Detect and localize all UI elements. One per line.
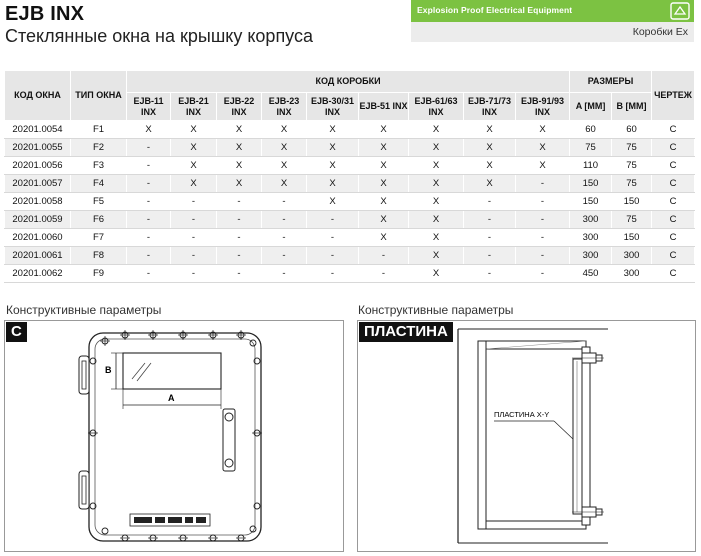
cell-type: F8 [71, 247, 127, 265]
cell-box-mark: - [307, 229, 359, 247]
cell-type: F7 [71, 229, 127, 247]
cell-box-mark: X [171, 157, 217, 175]
cell-box-mark: - [516, 265, 570, 283]
cell-box-mark: - [127, 229, 171, 247]
cell-box-mark: - [127, 193, 171, 211]
cell-box-mark: X [409, 229, 464, 247]
header-box-8: EJB-91/93 INX [516, 93, 570, 121]
cell-box-mark: - [171, 247, 217, 265]
cell-box-mark: X [464, 175, 516, 193]
cell-box-mark: - [171, 229, 217, 247]
cell-box-mark: - [262, 247, 307, 265]
cell-box-mark: - [127, 139, 171, 157]
cell-code: 20201.0055 [5, 139, 71, 157]
cell-box-mark: X [409, 193, 464, 211]
cell-box-mark: - [217, 265, 262, 283]
header-drawing: ЧЕРТЕЖ [652, 71, 695, 121]
cell-box-mark: - [127, 175, 171, 193]
cell-box-mark: X [409, 265, 464, 283]
plate-section-drawing [358, 321, 695, 551]
cell-type: F9 [71, 265, 127, 283]
table-row [5, 139, 695, 157]
brand-banner [411, 0, 694, 42]
cell-drawing: C [652, 211, 695, 229]
brand-bar [411, 0, 694, 22]
page-subtitle: Стеклянные окна на крышку корпуса [5, 26, 313, 46]
cell-box-mark: X [307, 121, 359, 139]
cell-size-a: 150 [570, 175, 612, 193]
cell-size-a: 110 [570, 157, 612, 175]
header-code: КОД ОКНА [5, 71, 71, 121]
cell-box-mark: - [262, 193, 307, 211]
cell-box-mark: X [217, 121, 262, 139]
cell-drawing: C [652, 265, 695, 283]
diagram-panel-plate [357, 320, 696, 552]
cell-box-mark: - [127, 211, 171, 229]
cell-box-mark: X [409, 139, 464, 157]
header-box-7: EJB-71/73 INX [464, 93, 516, 121]
cell-box-mark: X [409, 175, 464, 193]
header-box-6: EJB-61/63 INX [409, 93, 464, 121]
cell-box-mark: - [262, 265, 307, 283]
cell-box-mark: X [516, 139, 570, 157]
cell-box-mark: X [359, 193, 409, 211]
dimension-b-label: B [105, 365, 112, 375]
cell-box-mark: - [171, 193, 217, 211]
cell-box-mark: - [359, 265, 409, 283]
cell-box-mark: X [262, 175, 307, 193]
cell-box-mark: X [262, 121, 307, 139]
table-row [5, 193, 695, 211]
table-row [5, 247, 695, 265]
cell-box-mark: - [127, 247, 171, 265]
header-type: ТИП ОКНА [71, 71, 127, 121]
cell-box-mark: - [127, 157, 171, 175]
cell-type: F2 [71, 139, 127, 157]
cell-size-a: 300 [570, 211, 612, 229]
cell-box-mark: X [217, 175, 262, 193]
cell-type: F4 [71, 175, 127, 193]
category-label: Коробки Ex [632, 26, 688, 38]
enclosure-front-drawing [5, 321, 343, 551]
cell-code: 20201.0062 [5, 265, 71, 283]
cell-box-mark: X [464, 157, 516, 175]
cell-box-mark: - [464, 247, 516, 265]
cell-size-b: 300 [612, 247, 652, 265]
cell-box-mark: - [516, 229, 570, 247]
cell-type: F1 [71, 121, 127, 139]
cell-box-mark: X [409, 121, 464, 139]
cell-box-mark: X [171, 121, 217, 139]
cell-size-a: 450 [570, 265, 612, 283]
cell-code: 20201.0054 [5, 121, 71, 139]
cell-size-b: 150 [612, 193, 652, 211]
table-row [5, 175, 695, 193]
header-box-3: EJB-23 INX [262, 93, 307, 121]
cell-code: 20201.0060 [5, 229, 71, 247]
cell-box-mark: X [464, 121, 516, 139]
cell-box-mark: X [516, 157, 570, 175]
cell-code: 20201.0059 [5, 211, 71, 229]
header-box-group: КОД КОРОБКИ [127, 71, 570, 93]
cell-box-mark: - [127, 265, 171, 283]
cell-box-mark: X [464, 139, 516, 157]
window-spec-table [4, 70, 695, 283]
cell-type: F3 [71, 157, 127, 175]
plate-label: ПЛАСТИНА X-Y [494, 410, 550, 419]
header-box-4: EJB-30/31 INX [307, 93, 359, 121]
header-box-0: EJB-11 INX [127, 93, 171, 121]
cell-box-mark: X [359, 175, 409, 193]
cell-box-mark: X [359, 157, 409, 175]
header-box-2: EJB-22 INX [217, 93, 262, 121]
cell-size-b: 75 [612, 157, 652, 175]
cell-box-mark: - [217, 247, 262, 265]
table-row [5, 211, 695, 229]
cell-size-b: 75 [612, 139, 652, 157]
cell-box-mark: - [464, 265, 516, 283]
cell-size-b: 60 [612, 121, 652, 139]
cell-box-mark: - [262, 211, 307, 229]
cell-box-mark: X [262, 139, 307, 157]
table-row [5, 157, 695, 175]
cell-box-mark: X [359, 229, 409, 247]
cell-box-mark: X [217, 139, 262, 157]
cell-box-mark: X [409, 157, 464, 175]
cell-box-mark: - [464, 229, 516, 247]
cell-box-mark: - [516, 211, 570, 229]
cell-box-mark: - [217, 211, 262, 229]
cell-box-mark: - [171, 211, 217, 229]
cell-box-mark: - [217, 229, 262, 247]
cell-size-b: 75 [612, 175, 652, 193]
table-row [5, 121, 695, 139]
cell-box-mark: X [516, 121, 570, 139]
cell-box-mark: X [262, 157, 307, 175]
table-row [5, 265, 695, 283]
cell-size-a: 300 [570, 229, 612, 247]
cell-box-mark: - [516, 247, 570, 265]
cell-box-mark: X [409, 211, 464, 229]
cell-box-mark: X [217, 157, 262, 175]
diagram-tag-plate: ПЛАСТИНА [359, 322, 453, 342]
cell-box-mark: - [359, 247, 409, 265]
cell-size-a: 75 [570, 139, 612, 157]
cell-size-b: 75 [612, 211, 652, 229]
cell-code: 20201.0056 [5, 157, 71, 175]
cell-box-mark: X [307, 139, 359, 157]
cell-box-mark: X [171, 175, 217, 193]
cell-drawing: C [652, 229, 695, 247]
cell-box-mark: - [307, 211, 359, 229]
cell-drawing: C [652, 175, 695, 193]
diagram-tag-c: C [6, 322, 27, 342]
cell-box-mark: X [359, 121, 409, 139]
cell-size-b: 150 [612, 229, 652, 247]
cell-code: 20201.0058 [5, 193, 71, 211]
cell-box-mark: - [464, 211, 516, 229]
header-size-1: B [MM] [612, 93, 652, 121]
header-size-0: A [MM] [570, 93, 612, 121]
cell-size-a: 150 [570, 193, 612, 211]
left-caption: Конструктивные параметры [6, 303, 162, 317]
cell-drawing: C [652, 139, 695, 157]
cell-box-mark: - [171, 265, 217, 283]
brand-logo-icon [670, 2, 690, 20]
cell-box-mark: X [359, 139, 409, 157]
header-box-1: EJB-21 INX [171, 93, 217, 121]
cell-type: F5 [71, 193, 127, 211]
cell-box-mark: - [516, 193, 570, 211]
table-row [5, 229, 695, 247]
cell-box-mark: X [307, 157, 359, 175]
cell-code: 20201.0061 [5, 247, 71, 265]
cell-box-mark: X [307, 175, 359, 193]
cell-box-mark: - [262, 229, 307, 247]
right-caption: Конструктивные параметры [358, 303, 514, 317]
cell-code: 20201.0057 [5, 175, 71, 193]
cell-box-mark: X [409, 247, 464, 265]
header-box-5: EJB-51 INX [359, 93, 409, 121]
cell-type: F6 [71, 211, 127, 229]
cell-size-a: 300 [570, 247, 612, 265]
cell-size-b: 300 [612, 265, 652, 283]
cell-size-a: 60 [570, 121, 612, 139]
page-title: EJB INX [5, 3, 85, 25]
cell-box-mark: - [307, 265, 359, 283]
header-size-group: РАЗМЕРЫ [570, 71, 652, 93]
cell-drawing: C [652, 121, 695, 139]
cell-box-mark: X [359, 211, 409, 229]
diagram-panel-c [4, 320, 344, 552]
cell-drawing: C [652, 193, 695, 211]
cell-box-mark: X [307, 193, 359, 211]
cell-drawing: C [652, 157, 695, 175]
cell-box-mark: - [307, 247, 359, 265]
cell-box-mark: X [171, 139, 217, 157]
brand-text: Explosion Proof Electrical Equipment [417, 5, 573, 15]
cell-box-mark: - [516, 175, 570, 193]
cell-box-mark: - [217, 193, 262, 211]
cell-box-mark: - [464, 193, 516, 211]
cell-drawing: C [652, 247, 695, 265]
dimension-a-label: A [168, 393, 175, 403]
cell-box-mark: X [127, 121, 171, 139]
